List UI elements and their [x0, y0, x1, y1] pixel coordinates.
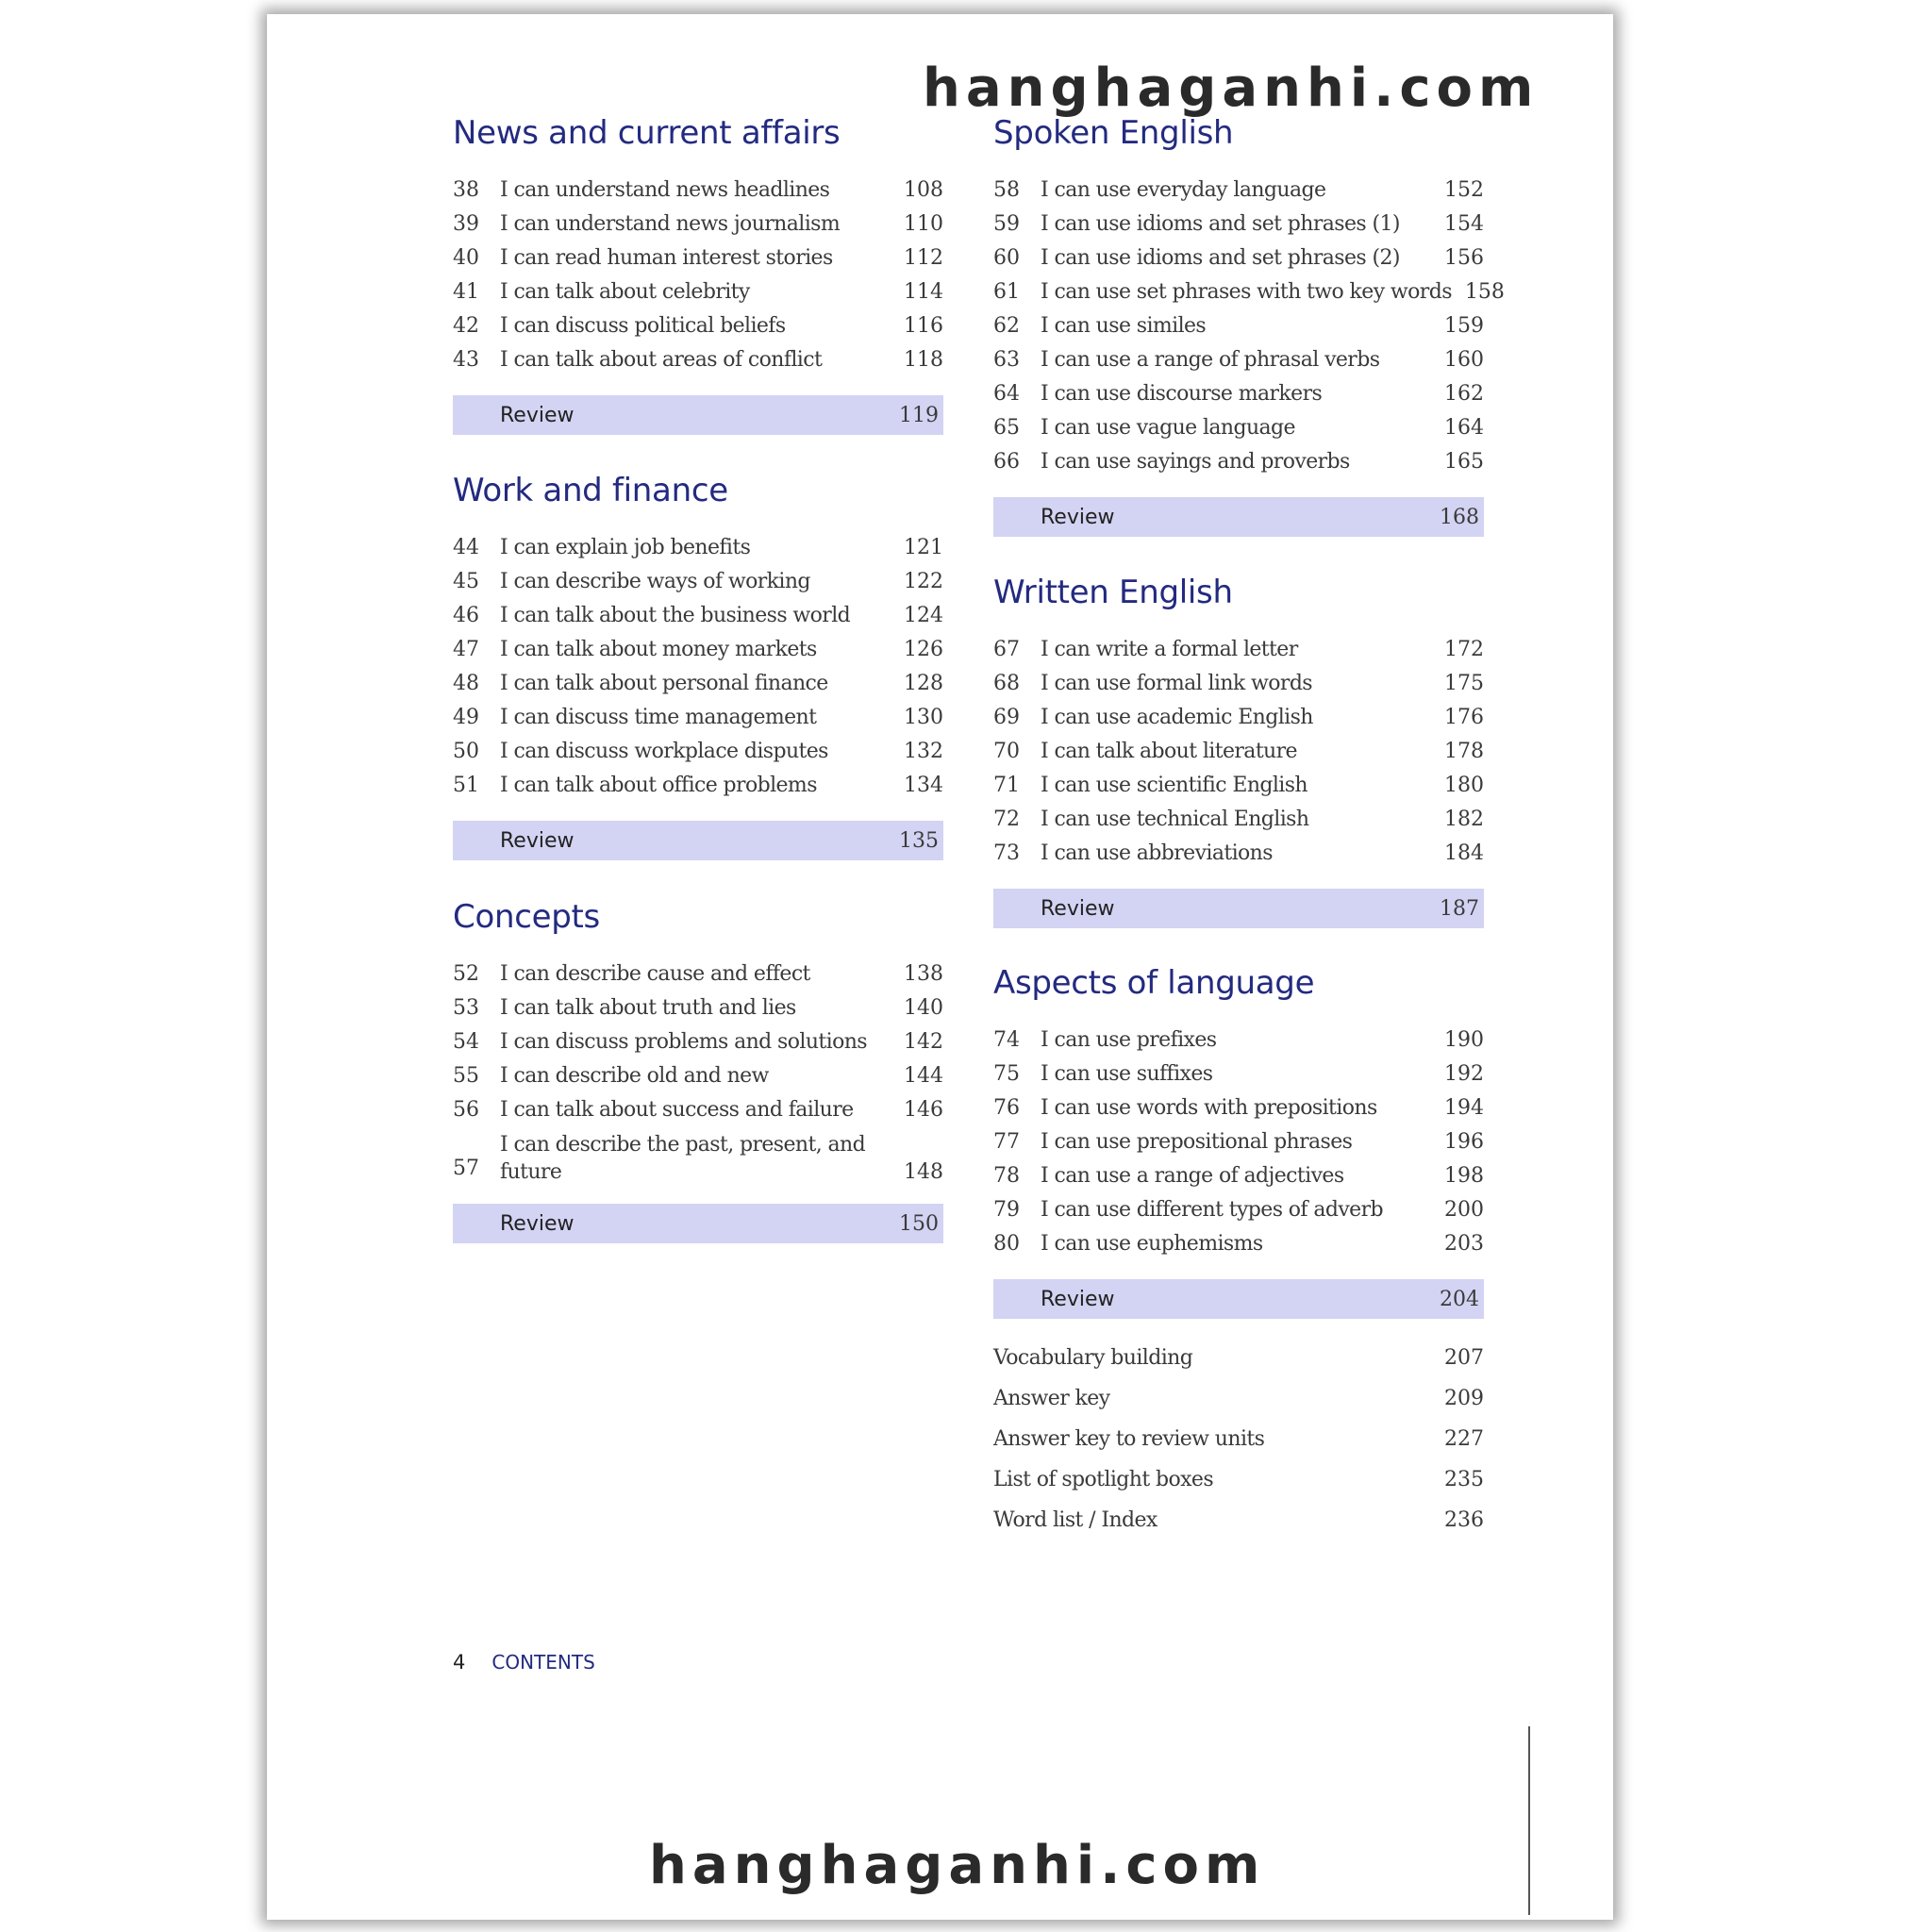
page-number: 118 [904, 348, 943, 372]
unit-number: 47 [453, 638, 479, 661]
unit-number: 75 [993, 1062, 1020, 1086]
section-heading: Aspects of language [993, 964, 1315, 1002]
entry-title: Answer key [993, 1387, 1110, 1410]
page-number: 192 [1444, 1062, 1484, 1086]
contents-entry[interactable] [453, 701, 943, 735]
unit-number: 42 [453, 314, 479, 338]
page-number: 112 [904, 246, 943, 270]
contents-entry[interactable] [993, 1227, 1484, 1261]
contents-entry[interactable] [453, 769, 943, 803]
watermark-bottom: hanghaganhi.com [649, 1835, 1266, 1896]
unit-number: 56 [453, 1098, 479, 1122]
page-number: 134 [904, 774, 943, 797]
unit-title: I can use set phrases with two key words [1041, 280, 1452, 304]
contents-entry[interactable] [993, 633, 1484, 667]
unit-number: 69 [993, 706, 1020, 729]
unit-title: I can talk about areas of conflict [500, 348, 823, 372]
contents-list [993, 1024, 1484, 1261]
page-number: 156 [1444, 246, 1484, 270]
page-number: 200 [1444, 1198, 1484, 1222]
page-number: 164 [1444, 416, 1484, 440]
unit-number: 64 [993, 382, 1020, 406]
back-matter-entry[interactable] [993, 1459, 1484, 1500]
section-news-and-current-affairs [453, 112, 943, 435]
unit-number: 61 [993, 280, 1020, 304]
section-concepts [453, 896, 943, 1243]
contents-entry[interactable] [993, 701, 1484, 735]
unit-number: 43 [453, 348, 479, 372]
unit-title: I can talk about office problems [500, 774, 817, 797]
unit-title: I can use everyday language [1041, 178, 1326, 202]
contents-entry[interactable] [993, 735, 1484, 769]
contents-entry[interactable] [453, 735, 943, 769]
unit-title: I can discuss political beliefs [500, 314, 786, 338]
page-number: 227 [1444, 1427, 1484, 1451]
page-number: 176 [1444, 706, 1484, 729]
unit-number: 53 [453, 996, 479, 1020]
page-number: 236 [1444, 1508, 1484, 1532]
page-number: 140 [904, 996, 943, 1020]
section-heading: News and current affairs [453, 114, 841, 152]
unit-title: I can talk about truth and lies [500, 996, 796, 1020]
contents-entry[interactable] [993, 837, 1484, 871]
contents-entry[interactable] [993, 1058, 1484, 1091]
section-heading: Written English [993, 574, 1233, 611]
review-entry[interactable] [993, 1279, 1484, 1319]
page-number: 198 [1444, 1164, 1484, 1188]
back-matter-entry[interactable] [993, 1338, 1484, 1378]
unit-title: I can talk about personal finance [500, 672, 828, 695]
unit-title: I can read human interest stories [500, 246, 833, 270]
unit-title: I can use a range of adjectives [1041, 1164, 1344, 1188]
unit-number: 73 [993, 841, 1020, 865]
unit-title: I can use different types of adverb [1041, 1198, 1384, 1222]
unit-number: 68 [993, 672, 1020, 695]
page-number: 184 [1444, 841, 1484, 865]
unit-number: 58 [993, 178, 1020, 202]
page-number: 128 [904, 672, 943, 695]
unit-title: I can describe old and new [500, 1064, 769, 1088]
unit-title: I can talk about money markets [500, 638, 817, 661]
entry-title: Word list / Index [993, 1508, 1158, 1532]
contents-entry[interactable] [993, 309, 1484, 343]
entry-title: Answer key to review units [993, 1427, 1265, 1451]
unit-number: 52 [453, 962, 479, 986]
unit-title: I can understand news journalism [500, 212, 841, 236]
contents-entry[interactable] [453, 531, 943, 565]
contents-entry[interactable] [453, 1059, 943, 1093]
unit-title: I can discuss problems and solutions [500, 1030, 867, 1054]
contents-list [453, 531, 943, 803]
unit-number: 67 [993, 638, 1020, 661]
page-number: 160 [1444, 348, 1484, 372]
unit-title: I can use euphemisms [1041, 1232, 1263, 1256]
contents-entry[interactable] [453, 1093, 943, 1127]
contents-entry[interactable] [453, 275, 943, 309]
unit-title: I can write a formal letter [1041, 638, 1298, 661]
contents-entry[interactable] [453, 633, 943, 667]
contents-list [993, 174, 1505, 479]
page-number: 187 [1440, 896, 1479, 921]
unit-title: I can describe ways of working [500, 570, 810, 593]
unit-title: I can understand news headlines [500, 178, 830, 202]
page-number: 121 [904, 536, 943, 559]
back-matter-entry[interactable] [993, 1419, 1484, 1459]
page-number: 159 [1444, 314, 1484, 338]
page-number: 204 [1440, 1287, 1479, 1311]
page-number: 190 [1444, 1028, 1484, 1052]
unit-number: 74 [993, 1028, 1020, 1052]
unit-number: 63 [993, 348, 1020, 372]
unit-number: 59 [993, 212, 1020, 236]
section-aspects-of-language [993, 962, 1484, 1319]
unit-title: I can use suffixes [1041, 1062, 1213, 1086]
unit-number: 49 [453, 706, 479, 729]
section-heading: Work and finance [453, 472, 728, 509]
unit-title: I can talk about literature [1041, 740, 1297, 763]
review-entry[interactable] [453, 821, 943, 860]
section-heading: Concepts [453, 898, 600, 936]
unit-number: 70 [993, 740, 1020, 763]
unit-title: I can talk about success and failure [500, 1098, 854, 1122]
contents-list [993, 633, 1484, 871]
unit-title: I can use prepositional phrases [1041, 1130, 1353, 1154]
unit-number: 78 [993, 1164, 1020, 1188]
unit-number: 45 [453, 570, 479, 593]
contents-entry[interactable] [993, 1091, 1484, 1125]
unit-title: I can discuss time management [500, 706, 817, 729]
section-work-and-finance [453, 470, 943, 860]
page-number: 194 [1444, 1096, 1484, 1120]
unit-title: I can discuss workplace disputes [500, 740, 828, 763]
review-entry[interactable] [453, 395, 943, 435]
unit-title: I can talk about celebrity [500, 280, 750, 304]
review-label: Review [1041, 896, 1115, 921]
contents-entry[interactable] [453, 343, 943, 377]
unit-title: I can use technical English [1041, 808, 1309, 831]
back-matter-entry[interactable] [993, 1500, 1484, 1541]
entry-title: List of spotlight boxes [993, 1468, 1214, 1491]
unit-title: I can use discourse markers [1041, 382, 1323, 406]
page-number: 4 [453, 1651, 466, 1674]
unit-number: 76 [993, 1096, 1020, 1120]
watermark-top: hanghaganhi.com [923, 58, 1540, 119]
back-matter-list [993, 1338, 1484, 1541]
review-label: Review [500, 1211, 575, 1236]
page-number: 150 [899, 1211, 939, 1236]
review-label: Review [500, 403, 575, 427]
running-footer-label: CONTENTS [491, 1651, 595, 1674]
page-number: 108 [904, 178, 943, 202]
page-number: 209 [1444, 1387, 1484, 1410]
page-number: 178 [1444, 740, 1484, 763]
page-number: 119 [899, 403, 939, 427]
contents-entry[interactable] [993, 377, 1484, 411]
page-number: 146 [904, 1098, 943, 1122]
unit-number: 62 [993, 314, 1020, 338]
contents-entry[interactable] [453, 1127, 943, 1186]
unit-title: I can use idioms and set phrases (1) [1041, 212, 1400, 236]
page-number: 235 [1444, 1468, 1484, 1491]
unit-title: I can use words with prepositions [1041, 1096, 1377, 1120]
contents-entry[interactable] [453, 309, 943, 343]
contents-entry[interactable] [993, 1159, 1484, 1193]
review-entry[interactable] [453, 1204, 943, 1243]
page-number: 130 [904, 706, 943, 729]
unit-title: I can use sayings and proverbs [1041, 450, 1350, 474]
page-number: 172 [1444, 638, 1484, 661]
page-number: 158 [1464, 280, 1505, 304]
section-heading: Spoken English [993, 114, 1234, 152]
section-written-english [993, 572, 1484, 928]
page-number: 203 [1444, 1232, 1484, 1256]
page-number: 142 [904, 1030, 943, 1054]
review-label: Review [1041, 505, 1115, 529]
review-entry[interactable] [993, 497, 1484, 537]
page-number: 168 [1440, 505, 1479, 529]
page-number: 175 [1444, 672, 1484, 695]
unit-title: I can describe cause and effect [500, 962, 810, 986]
page-number: 152 [1444, 178, 1484, 202]
unit-number: 57 [453, 1157, 479, 1180]
page-number: 182 [1444, 808, 1484, 831]
contents-entry[interactable] [453, 599, 943, 633]
page-number: 116 [904, 314, 943, 338]
contents-entry[interactable] [993, 1125, 1484, 1159]
unit-number: 55 [453, 1064, 479, 1088]
unit-number: 77 [993, 1130, 1020, 1154]
contents-entry[interactable] [453, 208, 943, 242]
page-number: 207 [1444, 1346, 1484, 1370]
contents-entry[interactable] [993, 667, 1484, 701]
page-edge-line [1528, 1726, 1530, 1915]
contents-entry[interactable] [453, 242, 943, 275]
unit-title: I can use similes [1041, 314, 1207, 338]
contents-entry[interactable] [993, 411, 1484, 445]
unit-title: I can use a range of phrasal verbs [1041, 348, 1380, 372]
contents-entry[interactable] [453, 991, 943, 1025]
page-number: 196 [1444, 1130, 1484, 1154]
contents-entry[interactable] [993, 242, 1484, 275]
page-number: 135 [899, 828, 939, 853]
page-number: 144 [904, 1064, 943, 1088]
page-number: 162 [1444, 382, 1484, 406]
contents-entry[interactable] [453, 1025, 943, 1059]
unit-title: I can use scientific English [1041, 774, 1308, 797]
unit-number: 40 [453, 246, 479, 270]
contents-entry[interactable] [993, 174, 1484, 208]
unit-title: I can describe the past, present, and future [500, 1133, 866, 1184]
unit-number: 71 [993, 774, 1020, 797]
back-matter-entry[interactable] [993, 1378, 1484, 1419]
contents-entry[interactable] [453, 958, 943, 991]
section-spoken-english [993, 112, 1505, 537]
page-number: 165 [1444, 450, 1484, 474]
page-number: 122 [904, 570, 943, 593]
page-number: 110 [904, 212, 943, 236]
contents-entry[interactable] [453, 174, 943, 208]
unit-number: 79 [993, 1198, 1020, 1222]
contents-entry[interactable] [993, 1193, 1484, 1227]
contents-entry[interactable] [453, 565, 943, 599]
contents-entry[interactable] [993, 769, 1484, 803]
entry-title: Vocabulary building [993, 1346, 1193, 1370]
contents-list [453, 174, 943, 377]
unit-number: 66 [993, 450, 1020, 474]
contents-entry[interactable] [993, 208, 1484, 242]
page-number: 124 [904, 604, 943, 627]
unit-number: 38 [453, 178, 479, 202]
page-number: 148 [904, 1160, 943, 1184]
unit-title: I can explain job benefits [500, 536, 751, 559]
unit-number: 65 [993, 416, 1020, 440]
contents-list [453, 958, 943, 1186]
review-label: Review [500, 828, 575, 853]
page-number: 132 [904, 740, 943, 763]
unit-number: 72 [993, 808, 1020, 831]
contents-entry[interactable] [993, 275, 1505, 309]
review-label: Review [1041, 1287, 1115, 1311]
page-footer [453, 1651, 595, 1674]
unit-number: 60 [993, 246, 1020, 270]
unit-title: I can talk about the business world [500, 604, 851, 627]
review-entry[interactable] [993, 889, 1484, 928]
unit-number: 51 [453, 774, 479, 797]
unit-title: I can use abbreviations [1041, 841, 1273, 865]
unit-number: 48 [453, 672, 479, 695]
unit-title: I can use academic English [1041, 706, 1313, 729]
unit-number: 46 [453, 604, 479, 627]
contents-entry[interactable] [993, 343, 1484, 377]
page-number: 126 [904, 638, 943, 661]
unit-number: 41 [453, 280, 479, 304]
unit-title: I can use vague language [1041, 416, 1295, 440]
contents-entry[interactable] [453, 667, 943, 701]
contents-entry[interactable] [993, 803, 1484, 837]
contents-entry[interactable] [993, 1024, 1484, 1058]
page-number: 154 [1444, 212, 1484, 236]
page-number: 138 [904, 962, 943, 986]
unit-title: I can use formal link words [1041, 672, 1312, 695]
page-number: 114 [904, 280, 943, 304]
unit-title: I can use idioms and set phrases (2) [1041, 246, 1400, 270]
unit-title: I can use prefixes [1041, 1028, 1217, 1052]
unit-number: 50 [453, 740, 479, 763]
unit-number: 54 [453, 1030, 479, 1054]
page-number: 180 [1444, 774, 1484, 797]
unit-number: 39 [453, 212, 479, 236]
contents-entry[interactable] [993, 445, 1484, 479]
unit-number: 44 [453, 536, 479, 559]
unit-number: 80 [993, 1232, 1020, 1256]
